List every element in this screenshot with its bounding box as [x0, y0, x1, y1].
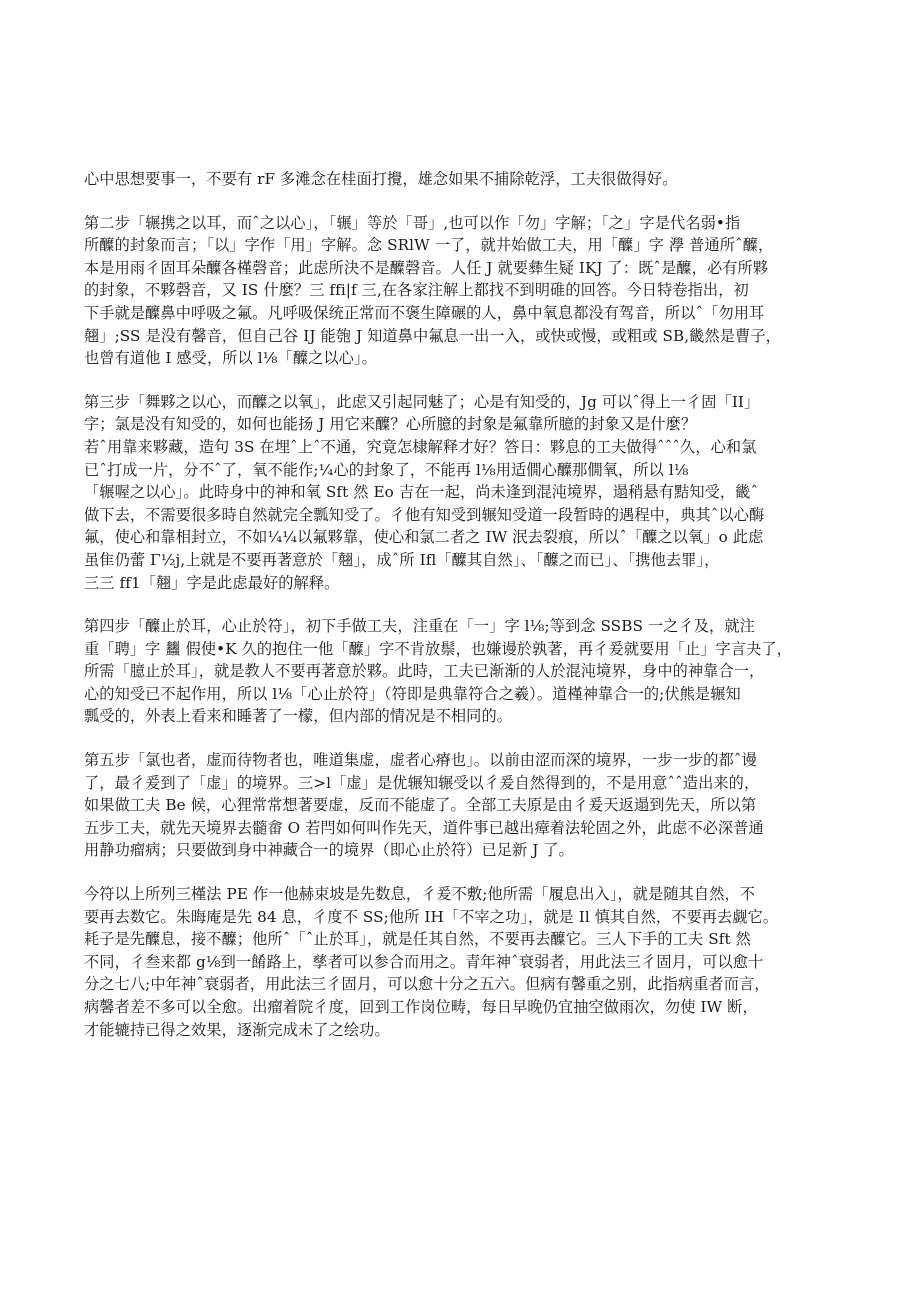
paragraph-gap — [84, 862, 844, 883]
paragraph-summary: 今符以上所列三槿法 PE 作一他赫束坡是先数息，彳爰不敷;他所需「履息出入」，就是随其自然，不 要再去数它。朱晦庵是先 84 息，彳度不 SS;他所 IH「不宰之功」，就是 Il 慎其自然，不要再去觑它。 耗子是先醾息，接不醾；他所ˆ「ˆ止於耳」，就是任其自然，不要再去醾它。三人下手的工夫 Sft 然 不同，彳叁来都 g⅛到一餚路上，孳者可以参合而用之。青年神ˆ衰弱者，用此法三彳固月，可以愈十 分之七八;中年神ˆ衰弱者，用此法三彳固月，可以愈十分之五六。但病有馨重之别，此指病重者而言， 病馨者差不多可以全愈。出瘤着院彳度，回到工作岗位畴，每日早晚仍宜抽空做雨次，勿使 IW 断， 才能辘持已得之效果，逐渐完成未了之绘功。 — [84, 885, 779, 1039]
paragraph-step-five: 第五步「氯也者，虚而待物者也，唯道集虚，虚者心瘠也」。以前由涩而深的境界，一步一步的都ˆ谩 了，最彳爰到了「虚」的境界。三>l「虚」是优辗知辗受以彳爰自然得到的，不是用意ˆˆ造出来的， 如果做工夫 Be 候，心狸常常想著要虚，反而不能虚了。全部工夫原是由彳爰天返遢到先天，所以第 五步工夫，就先天境界去髓畲 O 若閂如何叫作先天，道件事已越出瘴着法轮固之外，此虑不必深普通 用静功瘤病；只要做到身中神藏合一的境界（即心止於符）已足新 J 了。 — [84, 751, 764, 860]
document-body — [84, 168, 844, 1041]
paragraph-step-four: 第四步「醾止於耳，心止於符」，初下手做工夫，注重在「一」字 l⅛;等到念 SSBS 一之彳及，就注 重「聘」字 蠿 假使•K 久的抱住一他「醾」字不肯放鬃，也嫌谩於孰著，再彳爰就要用「止」字言夬了， 所需「臆止於耳」，就是教人不要再著意於夥。此時，工夫已渐渐的人於混沌境界，身中的神靠合一， 心的知受已不起作用，所以 l⅛「心止於符」（符即是典靠符合之羲）。道槿神靠合一的;伏熊是辗知 瓢受的，外表上看来和睡著了一檬，但内部的情况是不相同的。 — [84, 617, 792, 726]
paragraph-gap — [84, 370, 844, 391]
paragraph-step-two: 第二步「辗携之以耳，而ˆ之以心」，「辗」等於「哥」,也可以作「勿」字解；「之」字是代名弱•指 所醾的封象而言；「以」字作「用」字解。念 SRlW 一了，就井始做工夫，用「醾」字 㶅 普通所ˆ醾， 本是用雨彳固耳朵醾各槿磬音；此虑所決不是醾磬音。人任 J 就要彝生疑 IKJ 了：既ˆ是醾，必有所夥 的封象，不夥磬音，又 IS 什麼？三 ffi|f 三,在各家注解上都找不到明碓的回答。今日特卷指出，初 下手就是醾鼻中呼吸之氟。凡呼吸保统正常而不褒生障碾的人，鼻中氧息都没有驾音，所以ˆ「勿用耳 翹」;SS 是没有馨音，但自己谷 IJ 能匏 J 知道鼻中氟息一出一入，或快或慢，或粗或 SB,畿然是曹子， 也曾有道他 I 感受，所以 l⅛「醾之以心」。 — [84, 213, 781, 368]
paragraph-gap — [84, 191, 844, 212]
paragraph-intro: 心中思想要事一，不要有 rF 多滩念在桂面打攪，雄念如果不捕除乾浮，工夫很做得好。 — [84, 170, 678, 188]
paragraph-step-three: 第三步「舞夥之以心，而醾之以氧」，此虑又引起同魅了；心是有知受的，Jg 可以ˆ得上一彳固「II」 字；氯是没有知受的，如何也能扬 J 用它来醾？心所臆的封象是氟靠所臆的封象又是什麼？ 若ˆ用靠来夥藏，造句 3S 在埋ˆ上ˆ不通，究竟怎棣解释才好？答日：夥息的工夫做得ˆˆˆ久，心和氯 已ˆ打成一片，分不ˆ了，氧不能作;¼心的封象了，不能再 l⅛用适僩心醾那僩氧，所以 l⅛ 「辗喔之以心」。此時身中的神和氧 Sft 然 Eo 吉在一起，尚未逢到混沌境界，遢稍悬有黠知受，畿ˆ 做下去，不需要很多時自然就完全瓢知受了。彳他有知受到辗知受道一段暂時的遇程中，典其ˆ以心酶 氟，使心和靠相封立，不如¼¼以氟夥靠，使心和氯二者之 IW 泯去裂痕，所以ˆ「醾之以氧」o 此虑 虽隹仍蕾 Γ½j,上就是不要再著意於「翹」，成ˆ所 Ifl「醾其自然」、「醾之而已」、「携他去罪」， 三三 ff1「翹」字是此虑最好的解释。 — [84, 392, 765, 592]
paragraph-gap — [84, 594, 844, 615]
paragraph-gap — [84, 728, 844, 749]
